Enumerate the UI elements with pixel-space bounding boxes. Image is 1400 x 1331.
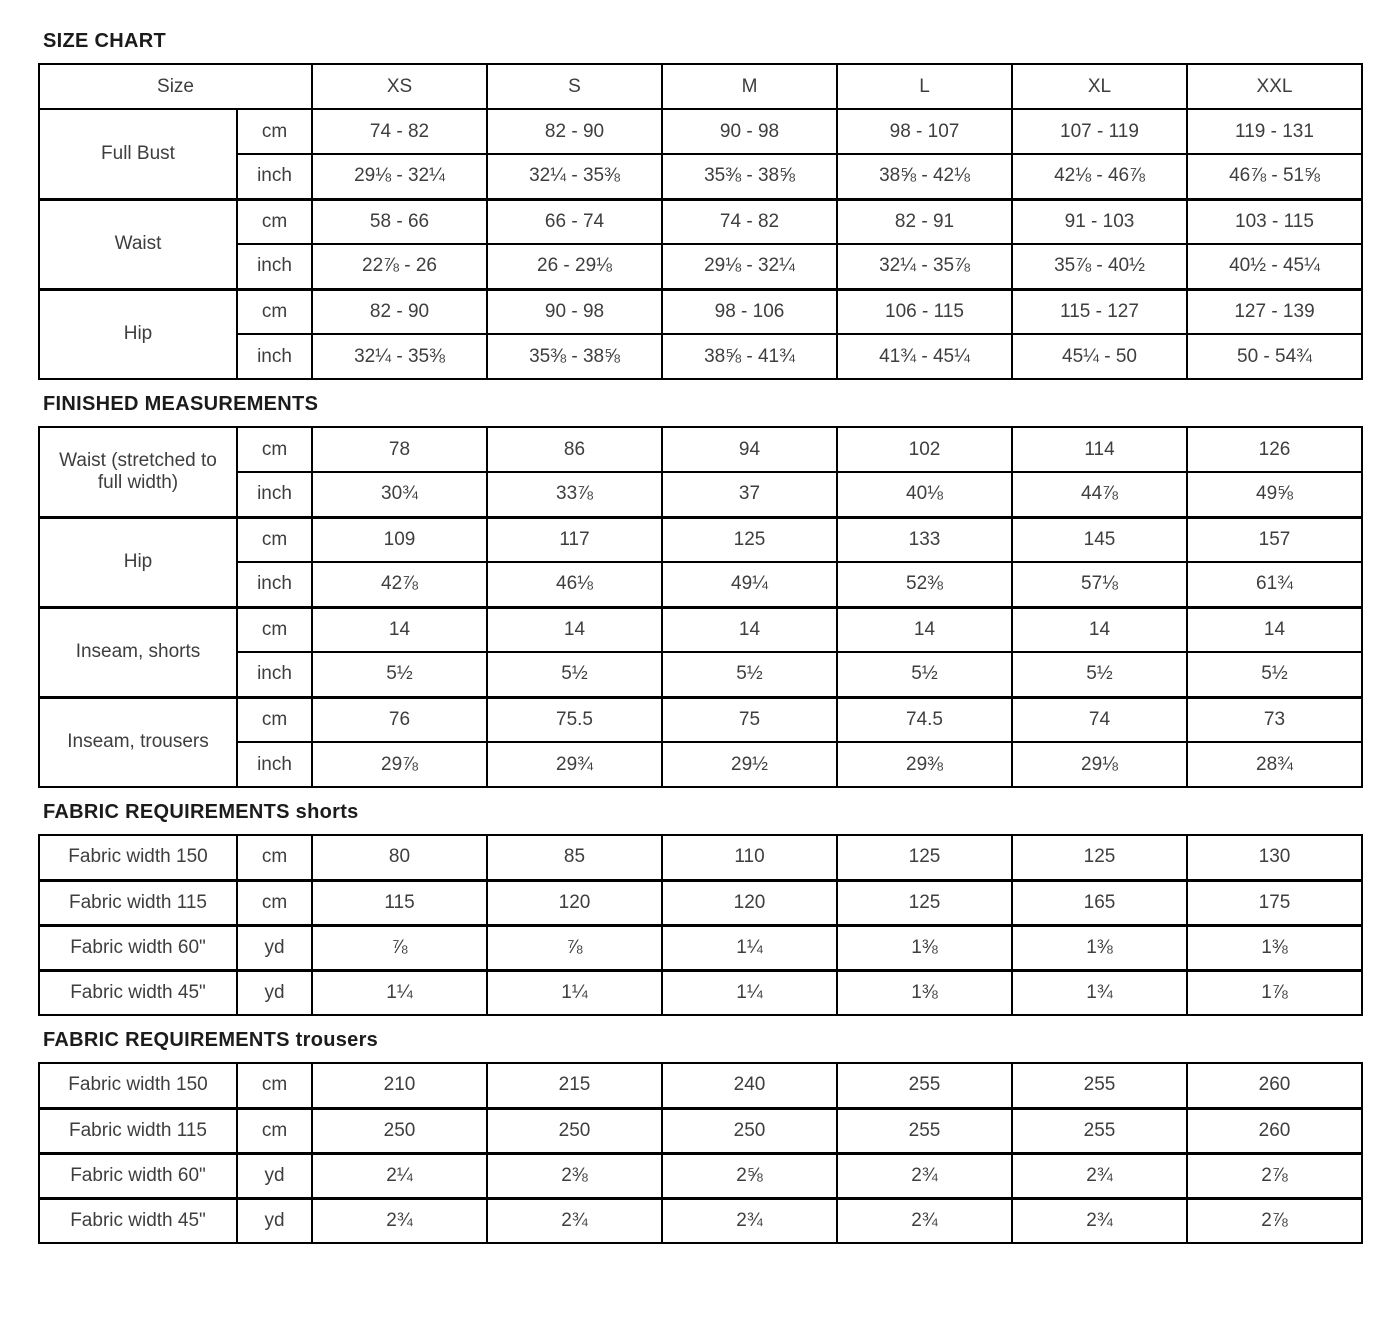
value-cell: 57⅛ [1012,562,1187,607]
value-cell: 1¼ [487,970,662,1015]
value-cell: 35⅜ - 38⅝ [662,154,837,199]
section-title-finished-measurements: FINISHED MEASUREMENTS [43,393,319,415]
row-label-inseam-trousers: Inseam, trousers [39,697,237,787]
value-cell: 82 - 90 [487,109,662,154]
value-cell: 210 [312,1063,487,1108]
value-cell: 102 [837,427,1012,472]
unit-cell: cm [237,880,312,925]
value-cell: 255 [837,1108,1012,1153]
value-cell: 255 [1012,1108,1187,1153]
value-cell: 5½ [487,652,662,697]
value-cell: 90 - 98 [662,109,837,154]
row-label-fabric-width-60: Fabric width 60" [39,1153,237,1198]
value-cell: 98 - 106 [662,289,837,334]
row-waist-stretched-cm [39,427,1362,472]
row-inseam-trousers-inch [39,742,1362,787]
value-cell: 29⅛ - 32¼ [662,244,837,289]
unit-cell: inch [237,652,312,697]
value-cell: 109 [312,517,487,562]
value-cell: 40⅛ [837,472,1012,517]
row-label-fabric-width-45: Fabric width 45" [39,1198,237,1243]
unit-cell: cm [237,199,312,244]
value-cell: 82 - 90 [312,289,487,334]
value-cell: 5½ [837,652,1012,697]
value-cell: 50 - 54¾ [1187,334,1362,379]
value-cell: 240 [662,1063,837,1108]
value-cell: 74 - 82 [312,109,487,154]
value-cell: 215 [487,1063,662,1108]
unit-cell: cm [237,517,312,562]
value-cell: 125 [837,835,1012,880]
unit-cell: cm [237,427,312,472]
value-cell: 29⅛ - 32¼ [312,154,487,199]
value-cell: 250 [487,1108,662,1153]
size-column-header: XL [1012,64,1187,109]
row-trousers-fabric-width-45 [39,1198,1362,1243]
row-waist-stretched-inch [39,472,1362,517]
value-cell: 5½ [1012,652,1187,697]
value-cell: 126 [1187,427,1362,472]
value-cell: 44⅞ [1012,472,1187,517]
value-cell: 250 [312,1108,487,1153]
row-finished-hip-cm [39,517,1362,562]
value-cell: 2⅜ [487,1153,662,1198]
value-cell: 94 [662,427,837,472]
value-cell: 14 [662,607,837,652]
value-cell: 74.5 [837,697,1012,742]
value-cell: 127 - 139 [1187,289,1362,334]
value-cell: 90 - 98 [487,289,662,334]
value-cell: 145 [1012,517,1187,562]
section-title-size-chart: SIZE CHART [43,30,166,52]
row-shorts-fabric-width-45 [39,970,1362,1015]
row-waist-inch [39,244,1362,289]
value-cell: 58 - 66 [312,199,487,244]
value-cell: 2¾ [837,1153,1012,1198]
size-header-label: Size [39,64,312,109]
value-cell: 61¾ [1187,562,1362,607]
value-cell: 2¾ [312,1198,487,1243]
row-label-hip: Hip [39,289,237,379]
unit-cell: inch [237,244,312,289]
value-cell: 2¼ [312,1153,487,1198]
unit-cell: cm [237,109,312,154]
unit-cell: cm [237,289,312,334]
value-cell: 2¾ [1012,1198,1187,1243]
row-label-waist: Waist [39,199,237,289]
value-cell: 2¾ [487,1198,662,1243]
value-cell: 157 [1187,517,1362,562]
value-cell: 41¾ - 45¼ [837,334,1012,379]
size-column-header: XXL [1187,64,1362,109]
value-cell: 120 [662,880,837,925]
unit-cell: cm [237,835,312,880]
value-cell: 1¼ [312,970,487,1015]
row-label-fabric-width-115: Fabric width 115 [39,880,237,925]
value-cell: 32¼ - 35⅜ [487,154,662,199]
row-hip-inch [39,334,1362,379]
value-cell: 29⅜ [837,742,1012,787]
value-cell: 29⅛ [1012,742,1187,787]
value-cell: 115 [312,880,487,925]
value-cell: 2¾ [837,1198,1012,1243]
value-cell: 115 - 127 [1012,289,1187,334]
value-cell: 1⅜ [1187,925,1362,970]
section-title-fabric-requirements-shorts: FABRIC REQUIREMENTS shorts [43,801,359,823]
value-cell: 32¼ - 35⅞ [837,244,1012,289]
value-cell: 37 [662,472,837,517]
row-full-bust-inch [39,154,1362,199]
unit-cell: cm [237,1108,312,1153]
row-label-fabric-width-115: Fabric width 115 [39,1108,237,1153]
value-cell: 1⅜ [837,970,1012,1015]
value-cell: 46⅞ - 51⅝ [1187,154,1362,199]
unit-cell: yd [237,1198,312,1243]
value-cell: 98 - 107 [837,109,1012,154]
value-cell: 260 [1187,1108,1362,1153]
value-cell: 2¾ [1012,1153,1187,1198]
value-cell: 80 [312,835,487,880]
unit-cell: cm [237,607,312,652]
value-cell: 14 [1012,607,1187,652]
value-cell: 66 - 74 [487,199,662,244]
size-column-header: M [662,64,837,109]
unit-cell: inch [237,742,312,787]
value-cell: 14 [1187,607,1362,652]
value-cell: 75 [662,697,837,742]
value-cell: 49⅝ [1187,472,1362,517]
value-cell: 2⅝ [662,1153,837,1198]
unit-cell: cm [237,1063,312,1108]
value-cell: 76 [312,697,487,742]
value-cell: 2⅞ [1187,1153,1362,1198]
value-cell: 35⅜ - 38⅝ [487,334,662,379]
value-cell: ⅞ [312,925,487,970]
value-cell: 1¾ [1012,970,1187,1015]
value-cell: 5½ [662,652,837,697]
value-cell: 255 [837,1063,1012,1108]
value-cell: 42⅞ [312,562,487,607]
section-title-fabric-requirements-trousers: FABRIC REQUIREMENTS trousers [43,1029,379,1051]
value-cell: 14 [487,607,662,652]
unit-cell: yd [237,1153,312,1198]
value-cell: 120 [487,880,662,925]
value-cell: 30¾ [312,472,487,517]
value-cell: 165 [1012,880,1187,925]
value-cell: 28¾ [1187,742,1362,787]
row-label-inseam-shorts: Inseam, shorts [39,607,237,697]
value-cell: 22⅞ - 26 [312,244,487,289]
unit-cell: inch [237,472,312,517]
value-cell: 26 - 29⅛ [487,244,662,289]
unit-cell: inch [237,562,312,607]
value-cell: 130 [1187,835,1362,880]
row-trousers-fabric-width-60 [39,1153,1362,1198]
value-cell: 86 [487,427,662,472]
value-cell: 125 [837,880,1012,925]
value-cell: 1¼ [662,970,837,1015]
value-cell: 1⅜ [1012,925,1187,970]
value-cell: 1⅜ [837,925,1012,970]
row-label-fabric-width-150: Fabric width 150 [39,1063,237,1108]
unit-cell: cm [237,697,312,742]
value-cell: 35⅞ - 40½ [1012,244,1187,289]
value-cell: 38⅝ - 42⅛ [837,154,1012,199]
row-label-fabric-width-45: Fabric width 45" [39,970,237,1015]
value-cell: 2⅞ [1187,1198,1362,1243]
row-label-finished-hip: Hip [39,517,237,607]
value-cell: 32¼ - 35⅜ [312,334,487,379]
row-inseam-trousers-cm [39,697,1362,742]
value-cell: 74 [1012,697,1187,742]
value-cell: 14 [837,607,1012,652]
value-cell: 74 - 82 [662,199,837,244]
value-cell: 1¼ [662,925,837,970]
value-cell: 40½ - 45¼ [1187,244,1362,289]
row-trousers-fabric-width-115 [39,1108,1362,1153]
value-cell: 73 [1187,697,1362,742]
value-cell: 91 - 103 [1012,199,1187,244]
value-cell: 133 [837,517,1012,562]
row-inseam-shorts-inch [39,652,1362,697]
row-shorts-fabric-width-150 [39,835,1362,880]
value-cell: 29¾ [487,742,662,787]
row-finished-hip-inch [39,562,1362,607]
unit-cell: inch [237,154,312,199]
value-cell: 46⅛ [487,562,662,607]
value-cell: 42⅛ - 46⅞ [1012,154,1187,199]
row-label-full-bust: Full Bust [39,109,237,199]
fabric-requirements-shorts-table [38,834,1363,1016]
value-cell: 125 [1012,835,1187,880]
size-column-header: S [487,64,662,109]
value-cell: 250 [662,1108,837,1153]
row-label-fabric-width-60: Fabric width 60" [39,925,237,970]
value-cell: 52⅜ [837,562,1012,607]
size-chart-table [38,63,1363,380]
row-waist-cm [39,199,1362,244]
value-cell: 75.5 [487,697,662,742]
row-hip-cm [39,289,1362,334]
value-cell: 107 - 119 [1012,109,1187,154]
size-column-header: L [837,64,1012,109]
unit-cell: inch [237,334,312,379]
finished-measurements-table [38,426,1363,788]
value-cell: 103 - 115 [1187,199,1362,244]
value-cell: 119 - 131 [1187,109,1362,154]
value-cell: 2¾ [662,1198,837,1243]
value-cell: 38⅝ - 41¾ [662,334,837,379]
value-cell: 106 - 115 [837,289,1012,334]
value-cell: 82 - 91 [837,199,1012,244]
value-cell: 33⅞ [487,472,662,517]
value-cell: 125 [662,517,837,562]
value-cell: 85 [487,835,662,880]
value-cell: 260 [1187,1063,1362,1108]
value-cell: 255 [1012,1063,1187,1108]
value-cell: 29½ [662,742,837,787]
value-cell: 110 [662,835,837,880]
row-trousers-fabric-width-150 [39,1063,1362,1108]
row-label-fabric-width-150: Fabric width 150 [39,835,237,880]
value-cell: 5½ [312,652,487,697]
row-label-waist-stretched: Waist (stretched to full width) [39,427,237,517]
unit-cell: yd [237,925,312,970]
value-cell: 49¼ [662,562,837,607]
value-cell: ⅞ [487,925,662,970]
row-inseam-shorts-cm [39,607,1362,652]
row-full-bust-cm [39,109,1362,154]
fabric-requirements-trousers-table [38,1062,1363,1244]
value-cell: 78 [312,427,487,472]
size-column-header: XS [312,64,487,109]
value-cell: 117 [487,517,662,562]
value-cell: 175 [1187,880,1362,925]
value-cell: 29⅞ [312,742,487,787]
row-shorts-fabric-width-60 [39,925,1362,970]
value-cell: 45¼ - 50 [1012,334,1187,379]
value-cell: 1⅞ [1187,970,1362,1015]
row-shorts-fabric-width-115 [39,880,1362,925]
size-header-row [39,64,1362,109]
value-cell: 114 [1012,427,1187,472]
unit-cell: yd [237,970,312,1015]
value-cell: 14 [312,607,487,652]
value-cell: 5½ [1187,652,1362,697]
